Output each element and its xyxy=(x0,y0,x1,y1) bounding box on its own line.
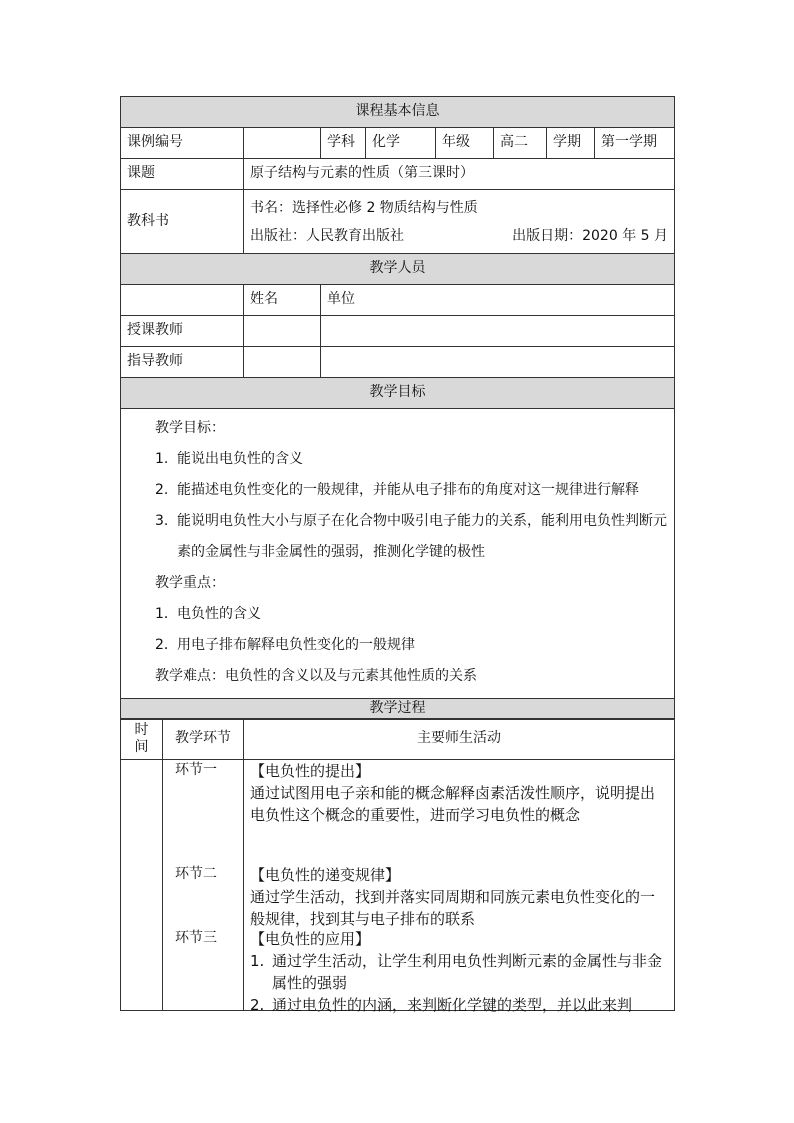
section-process xyxy=(121,699,675,720)
name-header: 姓名 xyxy=(244,285,321,316)
objectives-row xyxy=(121,409,675,699)
time-header: 时间 xyxy=(121,719,163,760)
activity-block xyxy=(250,760,668,826)
staff-role-header xyxy=(121,285,244,316)
objectives-content xyxy=(121,409,675,699)
case-no-label: 课例编号 xyxy=(121,128,244,159)
section-staff xyxy=(121,254,675,285)
textbook-details xyxy=(244,190,675,254)
staff-name xyxy=(244,316,321,347)
basic-info-row xyxy=(121,128,675,159)
topic-label: 课题 xyxy=(121,159,244,190)
activity-title: 【电负性的应用】 xyxy=(250,930,371,948)
publish-date: 出版日期：2020 年 5 月 xyxy=(512,227,668,244)
subject-label: 学科 xyxy=(321,128,366,159)
staff-name xyxy=(244,347,321,378)
key-points-title: 教学重点： xyxy=(155,575,225,591)
goal-item-continued: 素的金属性与非金属性的强弱，推测化学键的极性 xyxy=(177,544,485,560)
activity-list-item: 1. 通过学生活动，让学生利用电负性判断元素的金属性与非金属性的强弱 xyxy=(250,952,663,992)
section-title: 教学人员 xyxy=(121,254,675,285)
difficulty: 教学难点：电负性的含义以及与元素其他性质的关系 xyxy=(155,668,477,684)
activity-title: 【电负性的递变规律】 xyxy=(250,866,401,884)
publisher: 出版社：人民教育出版社 xyxy=(250,227,404,244)
key-point-item: 1．电负性的含义 xyxy=(155,606,261,622)
activity-block xyxy=(250,928,668,1016)
staff-role: 授课教师 xyxy=(121,316,244,347)
steps-cell xyxy=(163,760,244,1011)
staff-unit xyxy=(321,316,675,347)
staff-role: 指导教师 xyxy=(121,347,244,378)
goal-item: 2. 能描述电负性变化的一般规律，并能从电子排布的角度对这一规律进行解释 xyxy=(155,482,639,498)
step-name: 环节三 xyxy=(175,930,217,946)
section-title: 教学过程 xyxy=(121,699,675,720)
activities-cell xyxy=(244,760,675,1014)
activity-list-item: 2. 通过电负性的内涵，来判断化学键的类型，并以此来判 xyxy=(250,996,633,1014)
key-point-item: 2．用电子排布解释电负性变化的一般规律 xyxy=(155,637,415,653)
activity-block xyxy=(250,864,668,930)
activity-header: 主要师生活动 xyxy=(244,719,675,760)
term-label: 学期 xyxy=(547,128,595,159)
case-no-value xyxy=(244,128,321,159)
lesson-info-table xyxy=(120,96,675,720)
grade-value: 高二 xyxy=(494,128,547,159)
staff-row xyxy=(121,347,675,378)
goals-title: 教学目标： xyxy=(155,420,225,436)
topic-value: 原子结构与元素的性质（第三课时） xyxy=(244,159,675,190)
term-value: 第一学期 xyxy=(595,128,675,159)
goal-item: 3. 能说明电负性大小与原子在化合物中吸引电子能力的关系，能利用电负性判断元 xyxy=(155,513,667,529)
step-name: 环节一 xyxy=(175,762,217,778)
activity-title: 【电负性的提出】 xyxy=(250,762,371,780)
activity-body: 通过学生活动，找到并落实同周期和同族元素电负性变化的一般规律，找到其与电子排布的联系 xyxy=(250,888,656,928)
topic-row xyxy=(121,159,675,190)
step-header: 教学环节 xyxy=(163,719,244,760)
time-cell xyxy=(121,760,163,1011)
section-basic-info xyxy=(121,97,675,128)
section-title: 课程基本信息 xyxy=(121,97,675,128)
staff-unit xyxy=(321,347,675,378)
process-body-row xyxy=(121,760,675,1011)
activity-body: 通过试图用电子亲和能的概念解释卤素活泼性顺序，说明提出电负性这个概念的重要性，进而学习电负性的概念 xyxy=(250,784,656,824)
subject-value: 化学 xyxy=(366,128,436,159)
staff-header-row xyxy=(121,285,675,316)
step-name: 环节二 xyxy=(175,866,217,882)
section-title: 教学目标 xyxy=(121,378,675,409)
goal-item: 1. 能说出电负性的含义 xyxy=(155,451,303,467)
book-name: 书名：选择性必修 2 物质结构与性质 xyxy=(250,199,478,216)
textbook-label: 教科书 xyxy=(121,190,244,254)
staff-row xyxy=(121,316,675,347)
process-header-row xyxy=(121,719,675,760)
process-table xyxy=(120,718,675,1014)
unit-header: 单位 xyxy=(321,285,675,316)
textbook-row xyxy=(121,190,675,254)
section-objectives xyxy=(121,378,675,409)
grade-label: 年级 xyxy=(436,128,494,159)
